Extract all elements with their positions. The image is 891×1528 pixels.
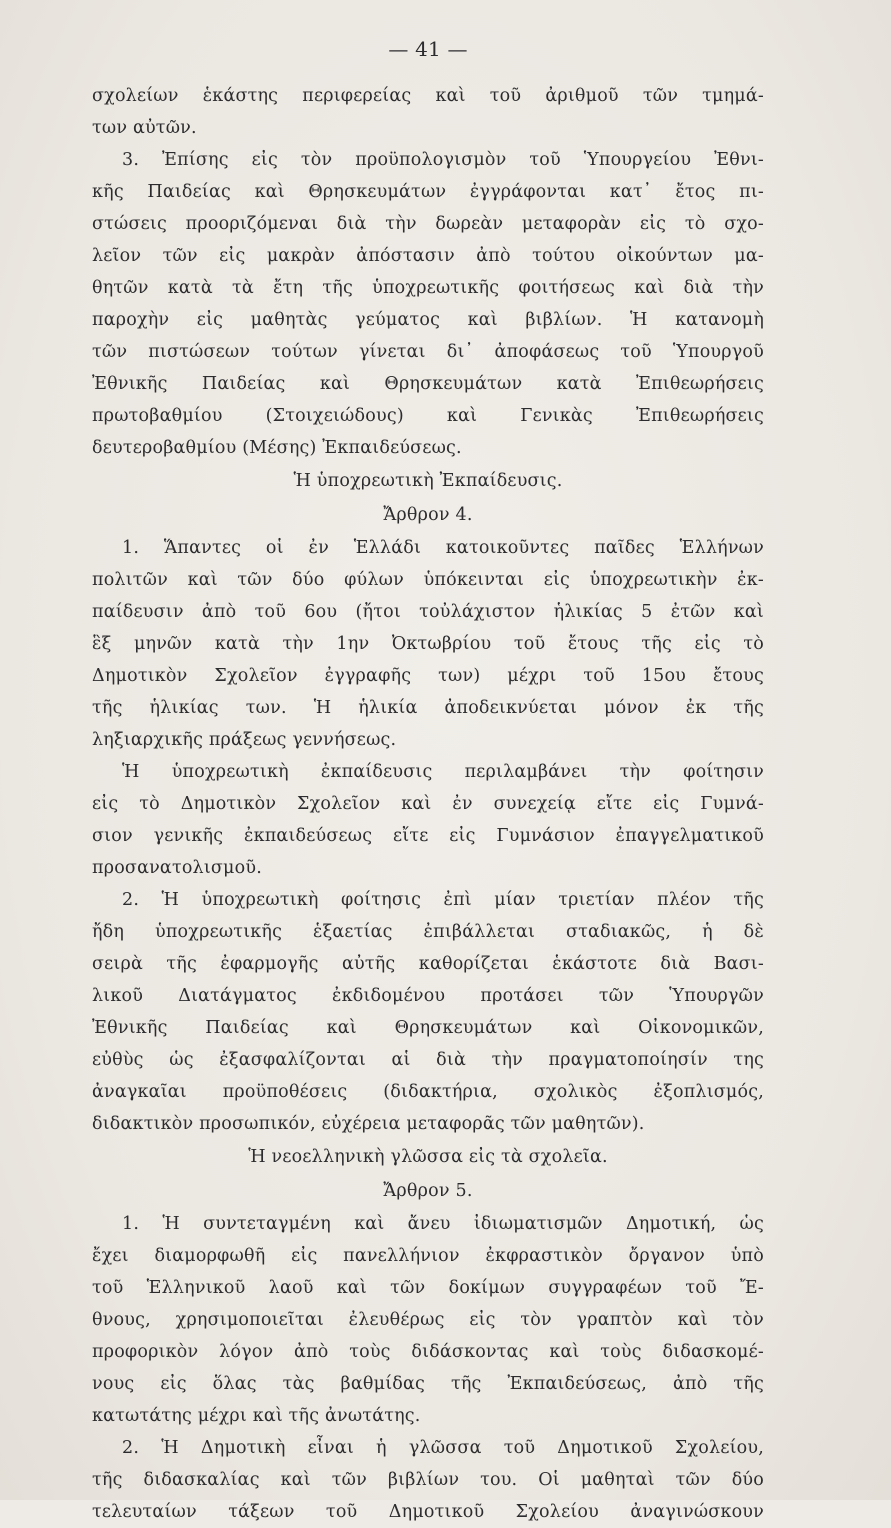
text-line: στώσεις προοριζόμεναι διὰ τὴν δωρεὰν μεταφορὰν εἰς τὸ σχο-	[92, 214, 764, 234]
text-line: τῆς ἡλικίας των. Ἡ ἡλικία ἀποδεικνύεται μόνον ἐκ τῆς	[92, 698, 764, 718]
text-line: δευτεροβαθμίου (Μέσης) Ἐκπαιδεύσεως.	[92, 438, 462, 458]
text-line: ἓξ μηνῶν κατὰ τὴν 1ην Ὀκτωβρίου τοῦ ἔτους τῆς εἰς τὸ	[92, 634, 764, 654]
text-line: 3. Ἐπίσης εἰς τὸν προϋπολογισμὸν τοῦ Ὑπουργείου Ἐθνι-	[122, 150, 764, 170]
text-line: σχολείων ἑκάστης περιφερείας καὶ τοῦ ἀριθμοῦ τῶν τμημά-	[92, 86, 764, 106]
text-line: τῶν πιστώσεων τούτων γίνεται δι᾽ ἀποφάσεως τοῦ Ὑπουργοῦ	[92, 342, 764, 362]
text-line: διδακτικὸν προσωπικόν, εὐχέρεια μεταφορᾶς τῶν μαθητῶν).	[92, 1114, 645, 1134]
text-line: εὐθὺς ὡς ἐξασφαλίζονται αἱ διὰ τὴν πραγματοποίησίν της	[92, 1050, 764, 1070]
text-line: εἰς τὸ Δημοτικὸν Σχολεῖον καὶ ἐν συνεχείᾳ εἴτε εἰς Γυμνά-	[92, 794, 764, 814]
text-line: νους εἰς ὅλας τὰς βαθμίδας τῆς Ἐκπαιδεύσεως, ἀπὸ τῆς	[92, 1374, 764, 1394]
text-line: πρωτοβαθμίου (Στοιχειώδους) καὶ Γενικὰς Ἐπιθεωρήσεις	[92, 406, 764, 426]
text-line: θητῶν κατὰ τὰ ἔτη τῆς ὑποχρεωτικῆς φοιτήσεως καὶ διὰ τὴν	[92, 278, 764, 298]
text-line: 2. Ἡ Δημοτικὴ εἶναι ἡ γλῶσσα τοῦ Δημοτικοῦ Σχολείου,	[122, 1438, 764, 1458]
text-line: παίδευσιν ἀπὸ τοῦ 6ου (ἤτοι τοὐλάχιστον ἡλικίας 5 ἐτῶν καὶ	[92, 602, 764, 622]
text-line: κατωτάτης μέχρι καὶ τῆς ἀνωτάτης.	[92, 1406, 421, 1426]
article-heading: Ἄρθρον 4.	[383, 505, 473, 525]
text-line: σιον γενικῆς ἐκπαιδεύσεως εἴτε εἰς Γυμνάσιον ἐπαγγελματικοῦ	[92, 826, 764, 846]
section-heading: Ἡ νεοελληνικὴ γλῶσσα εἰς τὰ σχολεῖα.	[248, 1147, 608, 1167]
text-line: κῆς Παιδείας καὶ Θρησκευμάτων ἐγγράφονται κατ᾽ ἔτος πι-	[92, 182, 764, 202]
article-heading: Ἄρθρον 5.	[383, 1181, 473, 1201]
text-line: ἔχει διαμορφωθῆ εἰς πανελλήνιον ἐκφραστικὸν ὄργανον ὑπὸ	[92, 1246, 764, 1266]
text-line: 2. Ἡ ὑποχρεωτικὴ φοίτησις ἐπὶ μίαν τριετίαν πλέον τῆς	[122, 890, 764, 910]
text-line: σειρὰ τῆς ἐφαρμογῆς αὐτῆς καθορίζεται ἑκάστοτε διὰ Βασι-	[92, 954, 764, 974]
text-line: προσανατολισμοῦ.	[92, 858, 262, 878]
text-line: Ἐθνικῆς Παιδείας καὶ Θρησκευμάτων κατὰ Ἐπιθεωρήσεις	[92, 374, 764, 394]
text-line: των αὐτῶν.	[92, 118, 197, 138]
section-heading: Ἡ ὑποχρεωτικὴ Ἐκπαίδευσις.	[293, 471, 563, 491]
text-line: 1. Ἡ συντεταγμένη καὶ ἄνευ ἰδιωματισμῶν Δημοτική, ὡς	[122, 1214, 764, 1234]
text-line: λικοῦ Διατάγματος ἐκδιδομένου προτάσει τῶν Ὑπουργῶν	[92, 986, 764, 1006]
page-content	[92, 28, 764, 1528]
text-line: λεῖον τῶν εἰς μακρὰν ἀπόστασιν ἀπὸ τούτου οἰκούντων μα-	[92, 246, 764, 266]
text-line: Ἐθνικῆς Παιδείας καὶ Θρησκευμάτων καὶ Οἰκονομικῶν,	[92, 1018, 764, 1038]
text-line: παροχὴν εἰς μαθητὰς γεύματος καὶ βιβλίων. Ἡ κατανομὴ	[92, 310, 764, 330]
page-number: — 41 —	[388, 37, 468, 61]
text-line: τοῦ Ἑλληνικοῦ λαοῦ καὶ τῶν δοκίμων συγγραφέων τοῦ Ἔ-	[92, 1278, 764, 1298]
text-line: πολιτῶν καὶ τῶν δύο φύλων ὑπόκεινται εἰς ὑποχρεωτικὴν ἐκ-	[92, 570, 764, 590]
text-line: τελευταίων τάξεων τοῦ Δημοτικοῦ Σχολείου ἀναγινώσκουν	[92, 1502, 764, 1522]
text-line: θνους, χρησιμοποιεῖται ἐλευθέρως εἰς τὸν γραπτὸν καὶ τὸν	[92, 1310, 764, 1330]
text-line: προφορικὸν λόγον ἀπὸ τοὺς διδάσκοντας καὶ τοὺς διδασκομέ-	[92, 1342, 764, 1362]
text-line: τῆς διδασκαλίας καὶ τῶν βιβλίων του. Οἱ μαθηταὶ τῶν δύο	[92, 1470, 764, 1490]
text-line: ἤδη ὑποχρεωτικῆς ἑξαετίας ἐπιβάλλεται σταδιακῶς, ἡ δὲ	[92, 922, 764, 942]
text-line: Δημοτικὸν Σχολεῖον ἐγγραφῆς των) μέχρι τοῦ 15ου ἔτους	[92, 666, 764, 686]
text-line: Ἡ ὑποχρεωτικὴ ἐκπαίδευσις περιλαμβάνει τὴν φοίτησιν	[122, 762, 764, 782]
text-line: ληξιαρχικῆς πράξεως γεννήσεως.	[92, 730, 397, 750]
text-line: ἀναγκαῖαι προϋποθέσεις (διδακτήρια, σχολικὸς ἐξοπλισμός,	[92, 1082, 764, 1102]
text-line: 1. Ἅπαντες οἱ ἐν Ἑλλάδι κατοικοῦντες παῖδες Ἑλλήνων	[122, 538, 764, 558]
